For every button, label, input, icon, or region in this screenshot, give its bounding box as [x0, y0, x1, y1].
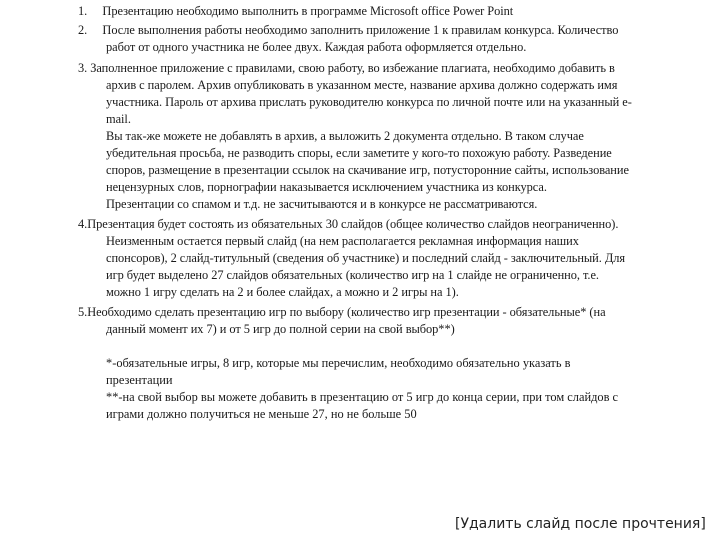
list-item-3-cont: споров, размещение в презентации ссылок на скачивание игр, потусторонние сайты, использование [106, 163, 629, 177]
list-item-4: 4.Презентация будет состоять из обязательных 30 слайдов (общее количество слайдов неограниченно). [78, 217, 619, 231]
list-item-4-cont: Неизменным остается первый слайд (на нем располагается рекламная информация наших [106, 234, 579, 248]
list-item-4-cont: спонсоров), 2 слайд-титульный (сведения об участнике) и последний слайд - заключительный. Для [106, 251, 626, 265]
list-item-3-cont: Вы так-же можете не добавлять в архив, а выложить 2 документа отдельно. В таком случае [106, 129, 584, 143]
footnote-required-cont: презентации [106, 373, 173, 387]
list-item-2-cont: работ от одного участника не более двух. Каждая работа оформляется отдельно. [106, 40, 527, 54]
list-item-3-cont: Презентации со спамом и т.д. не засчитываются и в конкурсе не рассматриваются. [106, 197, 538, 211]
footnote-optional-cont: играми должно получиться не меньше 27, но не больше 50 [106, 407, 417, 421]
list-item-3-cont: нецензурных слов, порнографии наказывается исключением участника из конкурса. [106, 180, 547, 194]
list-item-5-cont: данный момент их 7) и от 5 игр до полной серии на свой выбор**) [106, 322, 455, 336]
list-item-3-cont: mail. [106, 112, 131, 126]
list-item-2: 2. После выполнения работы необходимо заполнить приложение 1 к правилам конкурса. Количество [78, 23, 619, 37]
footnote-optional: **-на свой выбор вы можете добавить в презентацию от 5 игр до конца серии, при том слайдов с [106, 390, 619, 404]
list-item-5: 5.Необходимо сделать презентацию игр по выбору (количество игр презентации - обязательные* (на [78, 305, 606, 319]
delete-slide-note: [Удалить слайд после прочтения] [455, 516, 706, 532]
list-item-4-cont: игр будет выделено 27 слайдов обязательных (количество игр на 1 слайде не ограниченно, т.е. [106, 268, 599, 282]
list-item-4-cont: можно 1 игру сделать на 2 и более слайдах, а можно и 2 игры на 1). [106, 285, 459, 299]
list-item-3-cont: убедительная просьба, не разводить споры, если заметите у кого-то похожую работу. Разведение [106, 146, 612, 160]
list-item-1: 1. Презентацию необходимо выполнить в программе Microsoft office Power Point [78, 4, 514, 18]
list-item-3: 3. Заполненное приложение с правилами, свою работу, во избежание плагиата, необходимо добавить в [78, 61, 615, 75]
footnote-required: *-обязательные игры, 8 игр, которые мы перечислим, необходимо обязательно указать в [106, 356, 571, 370]
list-item-3-cont: архив с паролем. Архив опубликовать в указанном месте, название архива должно содержать имя [106, 78, 618, 92]
list-item-3-cont: участника. Пароль от архива прислать руководителю конкурса по личной почте или на указанный е- [106, 95, 632, 109]
